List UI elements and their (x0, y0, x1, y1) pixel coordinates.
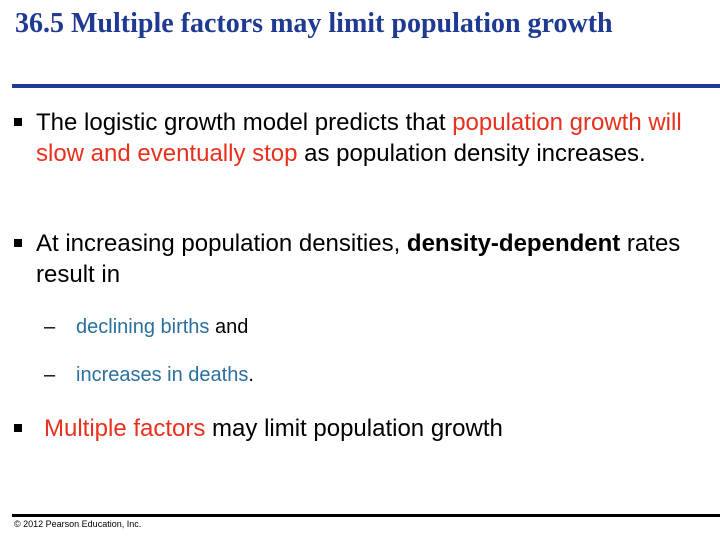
sub-bullet-2-highlight: increases in deaths (76, 364, 249, 386)
bullet-1-text (36, 107, 694, 169)
bullet-3-post: may limit population growth (205, 415, 503, 442)
bullet-2-bold: density-dependent (406, 230, 621, 257)
bullet-2-text (36, 228, 694, 290)
square-bullet-icon (14, 424, 22, 432)
dash-bullet-icon: – (44, 364, 56, 386)
bullet-3 (14, 413, 694, 444)
bullet-1-post: as population density increases. (297, 140, 646, 167)
bullet-1 (14, 107, 694, 169)
dash-bullet-icon: – (44, 316, 56, 338)
bullet-1-highlight: population growth will slow and eventually stop (36, 109, 682, 167)
square-bullet-icon (14, 118, 22, 126)
sub-bullet-2 (44, 363, 254, 387)
slide-title: 36.5 Multiple factors may limit population growth (15, 8, 613, 39)
bullet-3-highlight: Multiple factors (44, 415, 206, 442)
square-bullet-icon (14, 239, 22, 247)
footer-divider (12, 514, 720, 517)
sub-bullet-2-post: . (248, 364, 254, 386)
bullet-2-pre: At increasing population densities, (36, 230, 407, 257)
bullet-3-text (44, 413, 694, 444)
bullet-1-pre: The logistic growth model predicts that (36, 109, 453, 136)
sub-bullet-1 (44, 315, 248, 339)
copyright-footer: © 2012 Pearson Education, Inc. (14, 519, 142, 529)
bullet-2 (14, 228, 694, 290)
sub-bullet-1-highlight: declining births (76, 316, 210, 338)
bullet-2-post: rates result in (36, 230, 681, 288)
title-divider (12, 84, 720, 88)
sub-bullet-1-post: and (209, 316, 249, 338)
